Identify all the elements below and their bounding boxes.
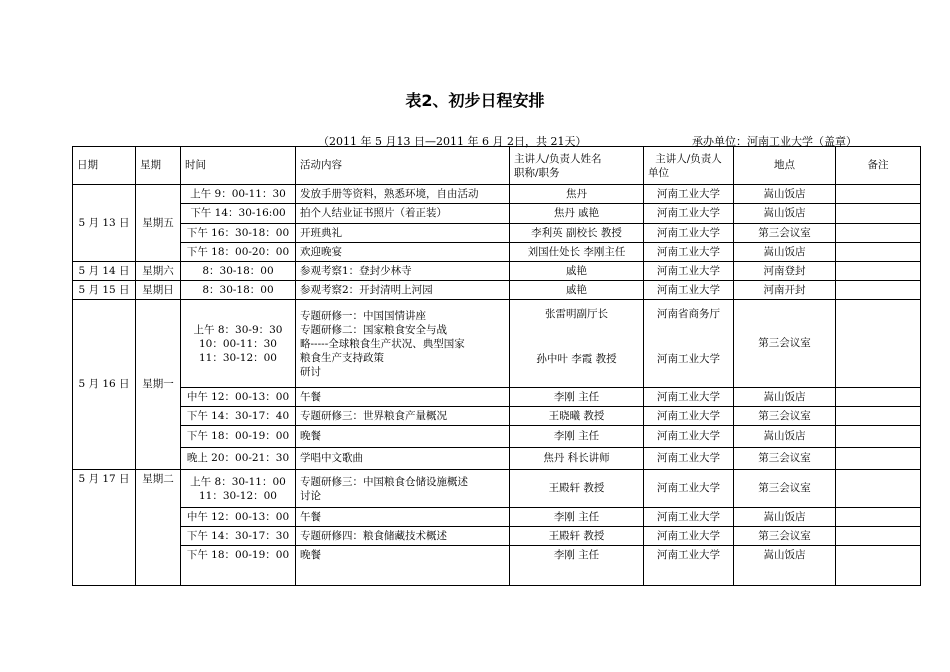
header-speaker-line2: 职称/职务 [514,166,560,179]
notes-cell [836,426,921,448]
location-cell: 河南登封 [734,262,836,281]
table-row [73,508,921,527]
activity-line: 专题研修三：中国粮食仓储设施概述 [300,475,468,488]
location-cell: 嵩山饭店 [734,426,836,448]
activity-cell: 拍个人结业证书照片（着正装） [296,204,510,224]
table-row [73,204,921,224]
table-row [73,224,921,243]
table-row [73,185,921,204]
activity-cell: 午餐 [296,388,510,407]
activity-cell: 开班典礼 [296,224,510,243]
location-cell: 第三会议室 [734,527,836,546]
activity-cell: 晚餐 [296,426,510,448]
date-cell: 5 月 17 日 [73,470,136,586]
activity-line: 讨论 [300,489,321,502]
activity-cell: 晚餐 [296,546,510,586]
table-row [73,546,921,586]
organizer-label: 承办单位：河南工业大学（盖章） [692,135,857,148]
time-cell: 中午 12：00-13：00 [181,388,296,407]
page-title: 表2、初步日程安排 [405,91,545,110]
notes-cell [836,185,921,204]
unit-cell: 河南工业大学 [644,388,734,407]
speaker-cell: 李刚 主任 [510,388,644,407]
table-row [73,448,921,470]
location-cell: 嵩山饭店 [734,243,836,262]
time-line: 上午 8：30-9：30 [193,323,283,336]
table-row [73,262,921,281]
weekday-cell: 星期日 [136,281,181,300]
speaker-cell: 王殿轩 教授 [510,470,644,508]
time-cell: 下午 14：30-17：30 [181,527,296,546]
activity-cell [296,470,510,508]
notes-cell [836,407,921,426]
table-row [73,407,921,426]
unit-line: 河南工业大学 [657,353,720,365]
unit-cell: 河南工业大学 [644,546,734,586]
activity-cell: 参观考察2：开封清明上河园 [296,281,510,300]
time-cell [181,300,296,388]
header-unit-line2: 单位 [648,166,669,179]
unit-cell: 河南工业大学 [644,426,734,448]
notes-cell [836,388,921,407]
speaker-cell: 焦丹 科长讲师 [510,448,644,470]
unit-cell: 河南工业大学 [644,470,734,508]
activity-cell: 欢迎晚宴 [296,243,510,262]
notes-cell [836,262,921,281]
location-cell: 第三会议室 [734,407,836,426]
activity-line: 研讨 [300,365,321,378]
time-cell: 8：30-18：00 [181,262,296,281]
header-speaker-line1: 主讲人/负责人姓名 [514,152,602,165]
speaker-cell: 王殿轩 教授 [510,527,644,546]
speaker-cell: 戚艳 [510,262,644,281]
header-unit-line1: 主讲人/负责人 [655,152,722,165]
notes-cell [836,448,921,470]
speaker-cell: 李刚 主任 [510,546,644,586]
speaker-cell: 焦丹 [510,185,644,204]
weekday-cell: 星期五 [136,185,181,262]
notes-cell [836,243,921,262]
header-notes: 备注 [836,147,921,185]
date-range-subtitle: （2011 年 5 月13 日—2011 年 6 月 2日，共 21天） [318,135,587,148]
notes-cell [836,470,921,508]
activity-cell: 学唱中文歌曲 [296,448,510,470]
speaker-cell: 戚艳 [510,281,644,300]
time-cell: 晚上 20：00-21：30 [181,448,296,470]
activity-line: 专题研修一：中国国情讲座 [300,309,426,322]
header-speaker [510,147,644,185]
time-line: 上午 8：30-11：00 [190,475,286,488]
location-cell: 第三会议室 [734,300,836,388]
unit-cell: 河南工业大学 [644,185,734,204]
time-cell: 中午 12：00-13：00 [181,508,296,527]
location-cell: 河南开封 [734,281,836,300]
unit-cell: 河南工业大学 [644,448,734,470]
activity-line: 粮食生产支持政策 [300,351,384,364]
unit-cell: 河南工业大学 [644,262,734,281]
activity-line: 专题研修二：国家粮食安全与战 [300,323,447,336]
weekday-cell: 星期一 [136,300,181,470]
table-row [73,281,921,300]
time-cell [181,470,296,508]
weekday-cell: 星期二 [136,470,181,586]
speaker-line: 孙中叶 李霞 教授 [536,353,617,365]
schedule-table [72,146,921,586]
speaker-cell: 焦丹 戚艳 [510,204,644,224]
notes-cell [836,300,921,388]
date-cell: 5 月 14 日 [73,262,136,281]
time-line: 10：00-11：30 [199,337,277,350]
location-cell: 第三会议室 [734,470,836,508]
header-weekday: 星期 [136,147,181,185]
weekday-cell: 星期六 [136,262,181,281]
time-cell: 下午 18：00-20：00 [181,243,296,262]
table-row [73,470,921,508]
speaker-cell: 刘国仕处长 李刚主任 [510,243,644,262]
activity-cell [296,300,510,388]
unit-cell: 河南工业大学 [644,224,734,243]
speaker-cell [510,300,644,388]
notes-cell [836,546,921,586]
date-cell: 5 月 13 日 [73,185,136,262]
unit-cell: 河南工业大学 [644,407,734,426]
unit-cell: 河南工业大学 [644,204,734,224]
unit-cell: 河南工业大学 [644,243,734,262]
activity-cell: 专题研修三：世界粮食产量概况 [296,407,510,426]
date-cell: 5 月 15 日 [73,281,136,300]
location-cell: 嵩山饭店 [734,508,836,527]
activity-cell: 专题研修四：粮食储藏技术概述 [296,527,510,546]
date-cell: 5 月 16 日 [73,300,136,470]
notes-cell [836,224,921,243]
unit-cell: 河南工业大学 [644,508,734,527]
header-location: 地点 [734,147,836,185]
table-row [73,426,921,448]
activity-line: 略-----全球粮食生产状况、典型国家 [300,337,465,350]
time-cell: 上午 9：00-11：30 [181,185,296,204]
activity-cell: 午餐 [296,508,510,527]
location-cell: 嵩山饭店 [734,204,836,224]
unit-cell: 河南工业大学 [644,281,734,300]
table-row [73,300,921,388]
table-row [73,388,921,407]
notes-cell [836,281,921,300]
table-header-row [73,147,921,185]
unit-cell [644,300,734,388]
header-unit [644,147,734,185]
header-date: 日期 [73,147,136,185]
location-cell: 嵩山饭店 [734,185,836,204]
time-line: 11：30-12：00 [199,489,277,502]
location-cell: 嵩山饭店 [734,388,836,407]
notes-cell [836,527,921,546]
notes-cell [836,204,921,224]
speaker-line: 张雷明副厅长 [545,308,608,320]
activity-cell: 发放手册等资料，熟悉环境，自由活动 [296,185,510,204]
activity-cell: 参观考察1：登封少林寺 [296,262,510,281]
time-cell: 下午 18：00-19：00 [181,426,296,448]
location-cell: 第三会议室 [734,224,836,243]
header-activity: 活动内容 [296,147,510,185]
table-row [73,243,921,262]
speaker-cell: 李刚 主任 [510,508,644,527]
unit-cell: 河南工业大学 [644,527,734,546]
unit-line: 河南省商务厅 [657,308,720,320]
time-cell: 下午 18：00-19：00 [181,546,296,586]
location-cell: 嵩山饭店 [734,546,836,586]
location-cell: 第三会议室 [734,448,836,470]
speaker-cell: 李利英 副校长 教授 [510,224,644,243]
speaker-cell: 李刚 主任 [510,426,644,448]
notes-cell [836,508,921,527]
time-cell: 下午 14：30-17：40 [181,407,296,426]
speaker-cell: 王晓曦 教授 [510,407,644,426]
time-cell: 下午 16：30-18：00 [181,224,296,243]
time-line: 11：30-12：00 [199,351,277,364]
time-cell: 8：30-18：00 [181,281,296,300]
time-cell: 下午 14：30-16:00 [181,204,296,224]
table-row [73,527,921,546]
header-time: 时间 [181,147,296,185]
